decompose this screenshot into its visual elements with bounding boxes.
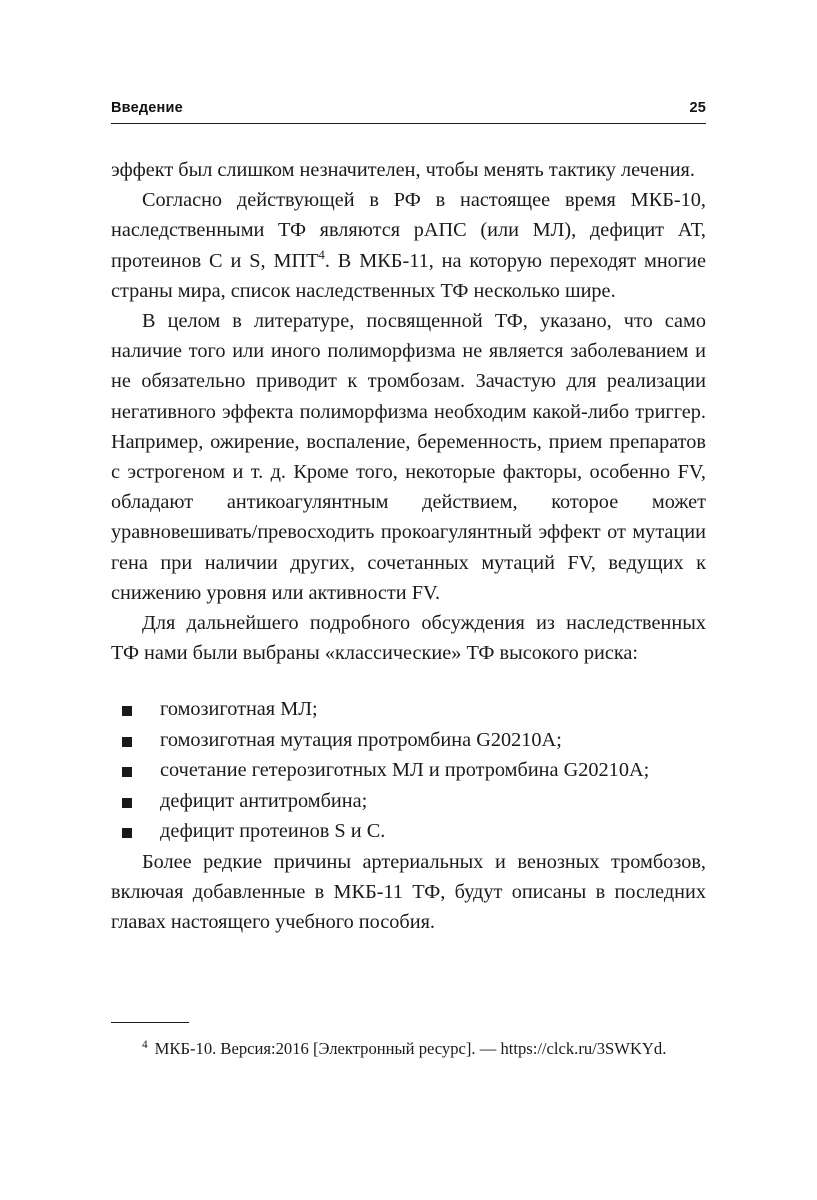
list-item-label: дефицит протеинов S и C. [160,820,386,843]
footnote-block [111,1022,706,1061]
footnote-number: 4 [142,1038,148,1051]
list-item [111,725,706,756]
paragraph-2 [111,185,706,306]
paragraph-1: эффект был слишком незначителен, чтобы менять тактику лечения. [111,159,695,181]
bullet-list [111,694,706,847]
footnote-content: МКБ-10. Версия:2016 [Электронный ресурс]. — https://clck.ru/3SWKYd. [154,1039,667,1059]
list-item-label: сочетание гетерозиготных МЛ и протромбина G20210A; [160,759,650,782]
footnote-text [111,1036,706,1061]
list-item [111,816,706,847]
list-item-label: гомозиготная мутация протромбина G20210A; [160,728,562,751]
list-item-label: дефицит антитромбина; [160,789,368,812]
paragraph-2-text: Согласно действующей в РФ в настоящее время МКБ-10, наследственными ТФ являются рАПС (или МЛ), дефицит АТ, протеинов C и S, МПТ [111,189,706,272]
list-item [111,755,706,786]
page-content [111,100,706,938]
paragraph-2-text-after: . В МКБ-11, на которую переходят многие страны мира, список наследственных ТФ несколько шире. [111,249,706,302]
paragraph-4: Для дальнейшего подробного обсуждения из наследственных ТФ нами были выбраны «классические» ТФ высокого риска: [111,612,706,665]
list-item [111,694,706,725]
footnote-reference-4: 4 [318,247,325,262]
list-item-label: гомозиготная МЛ; [160,698,318,721]
body-text [111,155,706,938]
paragraph-closing: Более редкие причины артериальных и венозных тромбозов, включая добавленные в МКБ-11 ТФ, будут описаны в последних главах настоящего учебного пособия. [111,850,706,934]
square-bullet-icon [122,706,132,716]
footnote-separator [111,1022,189,1023]
paragraph-3: В целом в литературе, посвященной ТФ, указано, что само наличие того или иного полиморфизма не является заболеванием и не обязательно приводит к тромбозам. Зачастую для реализации негативного эффекта полиморфизма необходим какой-либо триггер. Например, ожирение, воспаление, беременность, прием препаратов с эстрогеном и т. д. Кроме того, некоторые факторы, особенно FV, обладают антикоагулянтным действием, которое может уравновешивать/превосходить прокоагулянтный эффект от мутации гена при наличии других, сочетанных мутаций FV, ведущих к снижению уровня или активности FV. [111,310,706,604]
running-head-title: Введение [111,100,183,116]
square-bullet-icon [122,737,132,747]
page-number: 25 [689,100,706,116]
square-bullet-icon [122,798,132,808]
running-head [111,100,706,124]
square-bullet-icon [122,828,132,838]
square-bullet-icon [122,767,132,777]
list-item [111,786,706,817]
